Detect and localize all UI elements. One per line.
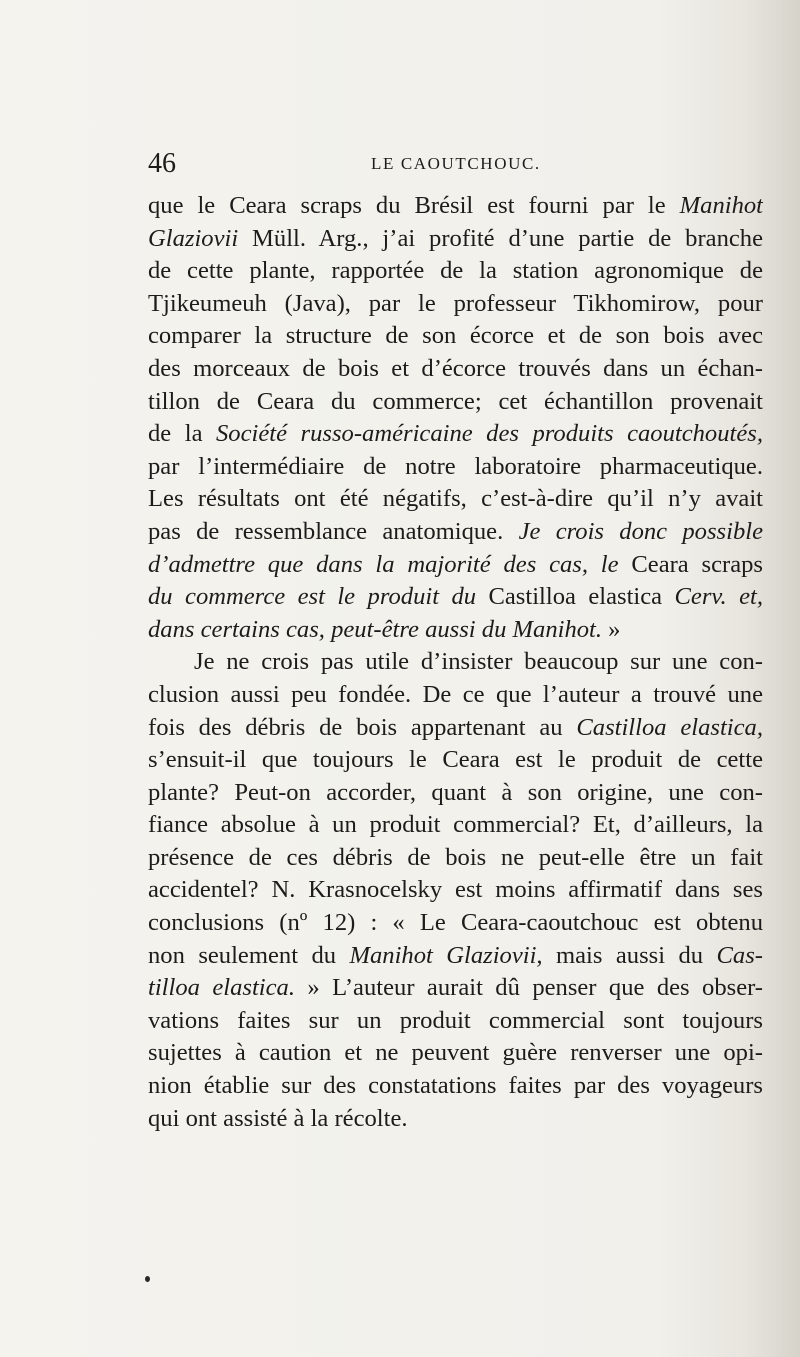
- text-line: [148, 809, 763, 842]
- text-segment: clusion aussi peu fondée. De ce que l’auteur a trouvé une: [148, 680, 763, 708]
- italic-text: du commerce est le produit du: [148, 583, 477, 611]
- text-segment: comparer la structure de son écorce et de son bois avec: [148, 322, 763, 350]
- text-segment: mais aussi du: [542, 941, 717, 969]
- text-line: [148, 1070, 763, 1103]
- text-line: [148, 972, 763, 1005]
- running-title: LE CAOUTCHOUC.: [371, 154, 541, 173]
- page-number: 46: [148, 148, 176, 179]
- text-segment: Tjikeumeuh (Java), par le professeur Tikhomirow, pour: [148, 289, 763, 317]
- text-line: [148, 320, 763, 353]
- text-segment: Je ne crois pas utile d’insister beaucoup sur une con-: [194, 648, 763, 676]
- text-segment: fiance absolue à un produit commercial? Et, d’ailleurs, la: [148, 811, 763, 839]
- text-segment: non seulement du: [148, 941, 350, 969]
- text-line: [148, 386, 763, 419]
- text-segment: »: [602, 615, 621, 643]
- text-segment: Ceara scraps: [618, 550, 763, 578]
- italic-text: d’admettre que dans la majorité des cas, le: [148, 550, 619, 578]
- text-line: [148, 907, 763, 940]
- text-line: [148, 581, 763, 614]
- italic-text: dans certains cas, peut-être aussi du Manihot.: [148, 615, 603, 643]
- text-segment: fois des débris de bois appartenant au: [148, 713, 577, 741]
- italic-text: Manihot Glaziovii,: [349, 941, 543, 969]
- text-segment: par l’intermédiaire de notre laboratoire pharmaceutique.: [148, 452, 763, 480]
- italic-text: Cas-: [716, 941, 763, 969]
- text-line: [148, 451, 763, 484]
- text-segment: nion établie sur des constatations faites par des voyageurs: [148, 1072, 763, 1100]
- text-line: [148, 679, 763, 712]
- text-segment: pas de ressemblance anatomique.: [148, 517, 519, 545]
- text-segment: présence de ces débris de bois ne peut-elle être un fait: [148, 843, 763, 871]
- text-line: [148, 288, 763, 321]
- text-line: [148, 418, 763, 451]
- text-segment: tillon de Ceara du commerce; cet échantillon provenait: [148, 387, 763, 415]
- italic-text: Glaziovii: [148, 224, 239, 252]
- italic-text: Cerv. et,: [674, 583, 763, 611]
- text-segment: conclusions (nº 12) : « Le Ceara-caoutchouc est obtenu: [148, 909, 763, 937]
- text-line: [148, 483, 763, 516]
- text-segment: » L’auteur aurait dû penser que des obser-: [294, 974, 763, 1002]
- text-segment: accidentel? N. Krasnocelsky est moins affirmatif dans ses: [148, 876, 763, 904]
- text-line: [148, 874, 763, 907]
- text-line: [148, 1103, 763, 1136]
- text-segment: de la: [148, 420, 216, 448]
- body-text: [148, 190, 763, 1135]
- italic-text: Société russo-américaine des produits caoutchoutés,: [216, 420, 763, 448]
- running-head: [148, 147, 768, 181]
- italic-text: Manihot: [679, 192, 763, 219]
- text-segment: que le Ceara scraps du Brésil est fourni par le: [148, 192, 680, 219]
- text-segment: Müll. Arg., j’ai profité d’une partie de branche: [238, 224, 763, 252]
- text-segment: Les résultats ont été négatifs, c’est-à-dire qu’il n’y avait: [148, 485, 763, 513]
- text-line: [148, 223, 763, 256]
- text-segment: de cette plante, rapportée de la station agronomique de: [148, 257, 763, 285]
- text-line: [148, 255, 763, 288]
- text-line: [148, 777, 763, 810]
- text-line: [148, 1005, 763, 1038]
- text-segment: des morceaux de bois et d’écorce trouvés dans un échan-: [148, 354, 763, 382]
- text-line: [148, 744, 763, 777]
- text-segment: s’ensuit-il que toujours le Ceara est le produit de cette: [148, 746, 763, 774]
- text-line: [148, 190, 763, 223]
- text-segment: plante? Peut-on accorder, quant à son origine, une con-: [148, 778, 763, 806]
- text-segment: sujettes à caution et ne peuvent guère renverser une opi-: [148, 1039, 763, 1067]
- text-segment: Castilloa elastica: [476, 583, 675, 611]
- italic-text: tilloa elastica.: [148, 974, 295, 1002]
- text-line: [148, 1037, 763, 1070]
- text-segment: qui ont assisté à la récolte.: [148, 1104, 408, 1132]
- text-line: [148, 940, 763, 973]
- text-line: [148, 614, 763, 647]
- italic-text: Je crois donc possible: [518, 517, 763, 545]
- text-line: [148, 646, 763, 679]
- text-line: [148, 353, 763, 386]
- italic-text: Castilloa elastica,: [576, 713, 763, 741]
- text-line: [148, 516, 763, 549]
- text-line: [148, 842, 763, 875]
- text-line: [148, 712, 763, 745]
- ink-speck: [145, 1276, 150, 1282]
- text-segment: vations faites sur un produit commercial sont toujours: [148, 1006, 763, 1034]
- text-line: [148, 549, 763, 582]
